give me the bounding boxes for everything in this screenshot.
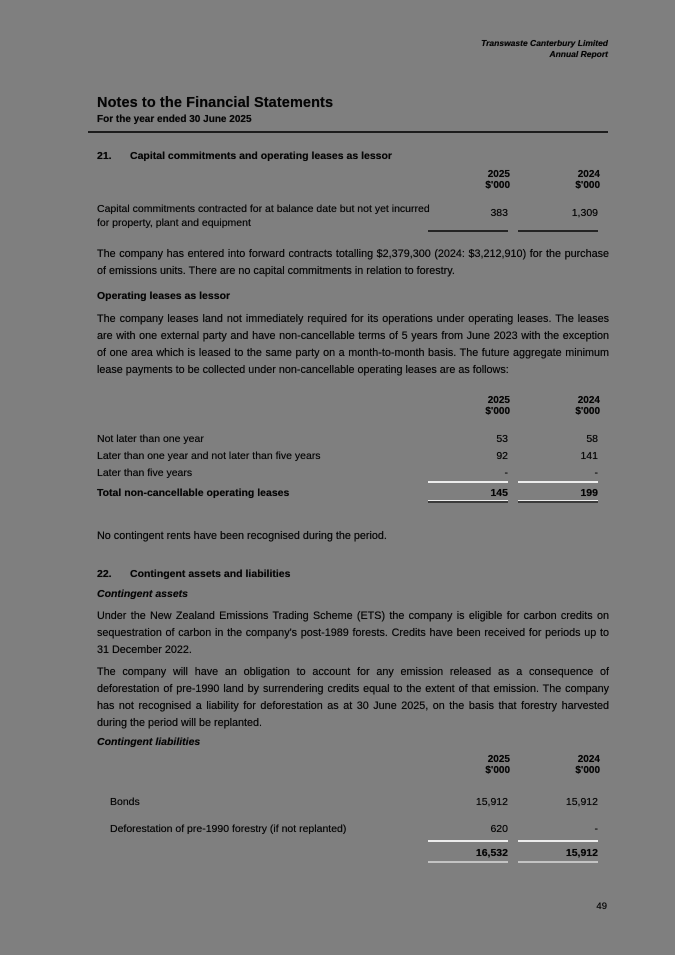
year-2025-label: 2025: [487, 395, 510, 406]
table-row-label: Later than five years: [97, 467, 193, 479]
table-rule: [518, 840, 598, 842]
table-rule: [428, 230, 508, 232]
header-rule: [88, 131, 608, 133]
total-leases-2024: 199: [580, 487, 598, 499]
liability-total-2025: 16,532: [475, 847, 508, 859]
page-title: Notes to the Financial Statements: [97, 95, 334, 111]
total-leases-2025: 145: [490, 487, 508, 499]
page-subtitle: For the year ended 30 June 2025: [97, 114, 252, 125]
unit-label: $'000: [575, 405, 600, 417]
liability-total-2024: 15,912: [565, 847, 598, 859]
unit-label: $'000: [485, 405, 510, 417]
col-header-2024: [510, 755, 600, 776]
section-title: Contingent assets and liabilities: [130, 568, 291, 580]
running-header: [481, 38, 608, 60]
year-2024-label: 2024: [577, 754, 600, 765]
table-cell: 58: [586, 433, 598, 445]
deforestation-2024: -: [594, 823, 598, 835]
subheading-contingent-assets: Contingent assets: [97, 588, 189, 600]
col-header-2025: [420, 396, 510, 417]
section-number: 22.: [97, 568, 112, 580]
col-header-2024: [510, 170, 600, 191]
table-rule: [428, 500, 508, 503]
section-22-heading: [97, 568, 290, 580]
year-2025-label: 2025: [487, 754, 510, 765]
company-name: Transwaste Canterbury Limited: [481, 38, 608, 48]
bonds-2024: 15,912: [565, 796, 598, 808]
bonds-label: Bonds: [110, 796, 140, 808]
table-rule: [518, 500, 598, 503]
paragraph-leases: The company leases land not immediately required for its operations under operating leases. The leases are with one external party and have non-cancellable terms of 5 years from June 2023 with the exception of one area which is leased to the same party on a month-to-month basis. The future aggregate minimum lease payments to be collected under non-cancellable operating leases are as follows:: [97, 313, 609, 376]
page-number: 49: [596, 901, 607, 912]
paragraph-deforestation: The company will have an obligation to account for any emission released as a consequence of deforestation of pre-1990 land by surrendering credits equal to the extent of that emission. The company has not recognised a liability for deforestation as at 30 June 2025, on the basis that forestry harvested during the period will be replanted.: [97, 666, 609, 729]
year-2024-label: 2024: [577, 395, 600, 406]
table-cell: 92: [496, 450, 508, 462]
table-rule: [518, 481, 598, 483]
table-rule: [518, 230, 598, 232]
table-rule: [428, 481, 508, 483]
subheading-operating-leases: Operating leases as lessor: [97, 290, 231, 302]
paragraph-ets: Under the New Zealand Emissions Trading Scheme (ETS) the company is eligible for carbon credits on sequestration of carbon in the company's post-1989 forests. Credits have been received for periods up to 31 December 2022.: [97, 610, 609, 656]
col-header-2025: [420, 755, 510, 776]
unit-label: $'000: [575, 179, 600, 191]
capital-commitments-2025: 383: [490, 207, 508, 219]
paragraph-forward-contracts: The company has entered into forward contracts totalling $2,379,300 (2024: $3,212,910) for the purchase of emissions units. There are no capital commitments in relation to forestry.: [97, 248, 609, 277]
unit-label: $'000: [575, 764, 600, 776]
table-rule: [518, 861, 598, 863]
table-cell: 141: [580, 450, 598, 462]
table-row-label: Later than one year and not later than five years: [97, 450, 321, 462]
table-rule: [428, 861, 508, 863]
table-cell: -: [504, 467, 508, 479]
table-cell: 53: [496, 433, 508, 445]
section-title: Capital commitments and operating leases as lessor: [130, 150, 393, 162]
unit-label: $'000: [485, 179, 510, 191]
total-leases-label: Total non-cancellable operating leases: [97, 487, 290, 499]
table-rule: [428, 840, 508, 842]
unit-label: $'000: [485, 764, 510, 776]
year-2024-label: 2024: [577, 169, 600, 180]
section-21-heading: [97, 150, 392, 162]
deforestation-label: Deforestation of pre-1990 forestry (if not replanted): [110, 823, 347, 835]
paragraph-contingent-rents: No contingent rents have been recognised during the period.: [97, 530, 387, 542]
subheading-contingent-liabilities: Contingent liabilities: [97, 736, 201, 748]
capital-commitments-label: Capital commitments contracted for at balance date but not yet incurred for property, plant and equipment: [97, 203, 430, 229]
capital-commitments-2024: 1,309: [571, 207, 598, 219]
report-name: Annual Report: [549, 49, 608, 59]
table-row-label: Not later than one year: [97, 433, 204, 445]
section-number: 21.: [97, 150, 112, 162]
col-header-2025: [420, 170, 510, 191]
bonds-2025: 15,912: [475, 796, 508, 808]
col-header-2024: [510, 396, 600, 417]
table-cell: -: [594, 467, 598, 479]
year-2025-label: 2025: [487, 169, 510, 180]
deforestation-2025: 620: [490, 823, 508, 835]
